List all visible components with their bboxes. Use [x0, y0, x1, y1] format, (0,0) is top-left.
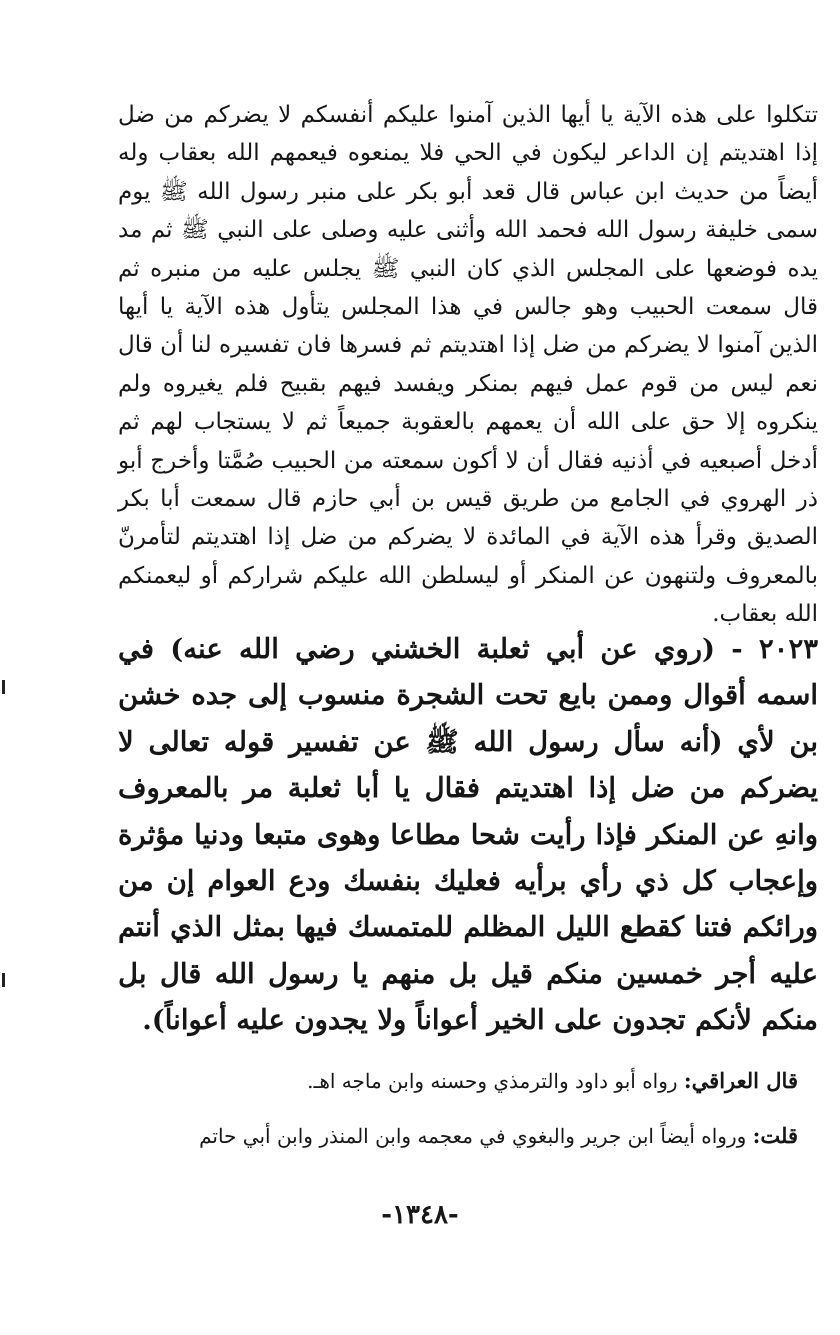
iraqi-note-label: قال العراقي:	[683, 1068, 798, 1093]
margin-mark	[2, 680, 5, 694]
author-note-text: ورواه أيضاً ابن جرير والبغوي في معجمه وابن المنذر وابن أبي حاتم	[199, 1124, 753, 1148]
commentary-paragraph: تتكلوا على هذه الآية يا أيها الذين آمنوا عليكم أنفسكم لا يضركم من ضل إذا اهتديتم إن الداعر ليكون في الحي فلا يمنعوه فيعمهم الله بعقاب وله أيضاً من حديث ابن عباس قال قعد أبو بكر على منبر رسول الله ﷺ يوم سمى خليفة رسول الله فحمد الله وأثنى عليه وصلى على النبي ﷺ ثم مد يده فوضعها على المجلس الذي كان النبي ﷺ يجلس عليه من منبره ثم قال سمعت الحبيب وهو جالس في هذا المجلس يتأول هذه الآية يا أيها الذين آمنوا لا يضركم من ضل إذا اهتديتم ثم فسرها فان تفسيره لنا أن قال نعم ليس من قوم عمل فيهم بمنكر ويفسد فيهم بقبيح فلم يغيروه ولم ينكروه إلا حق على الله أن يعمهم بالعقوبة جميعاً ثم لا يستجاب لهم ثم أدخل أصبعيه في أذنيه فقال أن لا أكون سمعته من الحبيب صُمَّتا وأخرج أبو ذر الهروي في الجامع من طريق قيس بن أبي حازم قال سمعت أبا بكر الصديق وقرأ هذه الآية في المائدة لا يضركم من ضل إذا اهتديتم لتأمرنّ بالمعروف ولتنهون عن المنكر أو ليسلطن الله عليكم شراركم أو ليعمنكم الله بعقاب.	[118, 102, 818, 628]
page-number: -١٣٤٨-	[381, 1200, 459, 1230]
iraqi-note-text: رواه أبو داود والترمذي وحسنه وابن ماجه اهـ.	[307, 1069, 684, 1093]
author-note-label: قلت:	[752, 1123, 798, 1148]
margin-mark	[2, 973, 5, 987]
hadith-paragraph: ٢٠٢٣ - (روي عن أبي ثعلبة الخشني رضي الله عنه) في اسمه أقوال وممن بايع تحت الشجرة منسوب إلى جده خشن بن لأي (أنه سأل رسول الله ﷺ عن تفسير قوله تعالى لا يضركم من ضل إذا اهتديتم فقال يا أبا ثعلبة مر بالمعروف وانهِ عن المنكر فإذا رأيت شحا مطاعا وهوى متبعا ودنيا مؤثرة وإعجاب كل ذي رأي برأيه فعليك بنفسك ودع العوام إن من ورائكم فتنا كقطع الليل المظلم للمتمسك فيها بمثل الذي أنتم عليه أجر خمسين منكم قيل بل منهم يا رسول الله قال بل منكم لأنكم تجدون على الخير أعواناً ولا يجدون عليه أعواناً).	[118, 633, 818, 1037]
author-note	[118, 1119, 798, 1153]
iraqi-note	[118, 1064, 798, 1098]
